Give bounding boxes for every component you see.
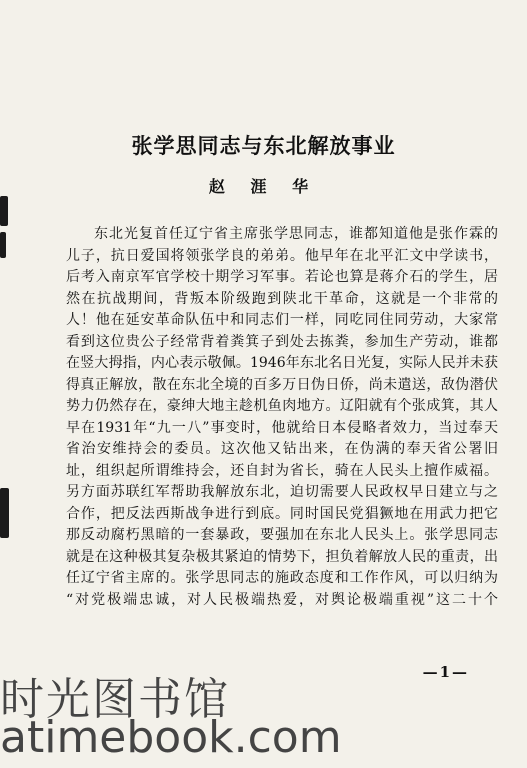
body-line: 东北光复首任辽宁省主席张学思同志，谁都知道他是张作霖的 [94,226,498,242]
page-number: —1— [422,663,469,681]
scan-edge-mark [0,196,8,226]
body-line: 合作，把反法西斯战争进行到底。同时国民党猖獗地在用武力把它 [66,505,498,522]
body-line: 人！他在延安革命队伍中和同志们一样，同吃同住同劳动，大家常 [66,312,498,328]
body-line: “对党极端忠诚，对人民极端热爱，对舆论极端重视”这二十个 [66,591,498,608]
watermark-name: 时光图书馆 [0,674,230,725]
body-line: 省治安维持会的委员。这次他又钻出来，在伪满的奉天省公署旧 [66,441,498,457]
article-body [66,224,498,611]
body-line: 势力仍然存在，豪绅大地主趁机鱼肉地方。辽阳就有个张成箕，其人 [66,398,498,414]
body-line: 得真正解放，散在东北全境的百多万日伪日侨，尚未遣送，敌伪潜伏 [66,376,498,393]
article-title: 张学思同志与东北解放事业 [131,133,396,158]
body-line: 就是在这种极其复杂极其紧迫的情势下，担负着解放人民的重责，出 [66,548,498,565]
body-line: 任辽宁省主席的。张学思同志的施政态度和工作作风，可以归纳为 [66,570,498,586]
body-line: 看到这位贵公子经常背着粪箕子到处去拣粪，参加生产劳动，谁都 [66,333,498,350]
article-author: 赵 涯 华 [208,177,319,196]
body-line: 另方面苏联红军帮助我解放东北，迫切需要人民政权早日建立与之 [66,484,498,500]
scan-edge-mark [0,232,6,258]
body-line: 儿子，抗日爱国将领张学良的弟弟。他早年在北平汇文中学读书， [66,247,498,264]
body-line: 址，组织起所谓维持会，还自封为省长，骑在人民头上擅作威福。 [66,462,498,479]
scan-edge-mark [0,488,9,538]
body-line: 早在1931年“九一八”事变时，他就给日本侵略者效力，当过奉天 [66,419,498,436]
body-line: 那反动腐朽黑暗的一套暴政，要强加在东北人民头上。张学思同志 [66,527,498,543]
body-line: 然在抗战期间，背叛本阶级跑到陕北干革命，这就是一个非常的 [66,290,498,307]
watermark-url: atimebook.com [0,712,342,763]
body-line: 在竖大拇指，内心表示敬佩。1946年东北名日光复，实际人民并未获 [66,355,498,371]
body-line: 后考入南京军官学校十期学习军事。若论也算是蒋介石的学生，居 [66,269,498,285]
